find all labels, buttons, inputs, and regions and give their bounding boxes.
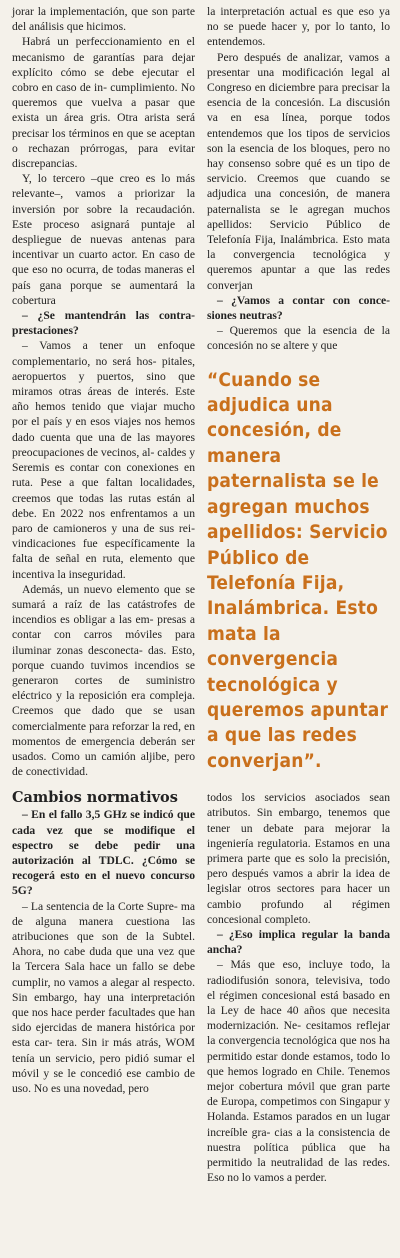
paragraph: – Más que eso, incluye todo, la radiodifusión sonora, televisiva, todo el régimen concesional está basado en la Ley de hace 40 años que necesita modernización. Ne- cesitamos reflejar la convergencia tecnológica que nos ha permitido estar donde estamos, todo lo que hemos logrado en Chile. Tenemos mejor cobertura móvil que gran parte de Europa, competimos con Singapur y Holanda. Estamos parados en un lugar increíble gra- cias a la consistencia de nuestra política pública que ha permitido la neutralidad de las redes. Eso no lo vamos a perder. — [207, 958, 390, 1185]
section-heading: Cambios normativos — [12, 789, 178, 807]
pull-quote: “Cuando se adjudica una concesión, de manera paternalista se le agregan muchos apellidos: Servicio Público de Telefonía Fija, Inalámbrica. Esto mata la convergencia tecnológica y queremos apuntar a que las redes converjan”. — [207, 368, 389, 772]
left-column — [12, 4, 195, 1096]
paragraph: – La sentencia de la Corte Supre- ma de alguna manera cuestiona las atribuciones que son de la Subtel. Ahora, no cabe duda que una vez que la Tercera Sala hace un fallo se debe cumplir, no vamos a alegar al respecto. Sin embargo, hay una interpretación que nos hace perder facultades que han sido ejercidas de manera histórica por esta car- tera. Sin ir más atrás, WOM tenía un servicio, pero pidió sumar el móvil y se le concedió ese cambio de uso. No es una novedad, pero — [12, 899, 195, 1096]
paragraph: jorar la implementación, que son parte del análisis que hicimos. — [12, 5, 195, 34]
paragraph: Habrá un perfeccionamiento en el mecanismo de garantías para dejar explícito cómo se debe ejecutar el cobro en caso de in- cumplimiento. No queremos que vuelva a pasar que exista un área gris. Otra arista será precisar los términos en que se aceptan o rechazan prórrogas, para evitar discrepancias. — [12, 35, 195, 171]
paragraph: – Vamos a tener un enfoque complementario, no será hos- pitales, aeropuertos y puertos, sino que miramos otras áreas de interés. Este año hemos tenido que viajar mucho por el país y en esos viajes nos hemos dado cuenta que una de las mayores preocupaciones de vecinos, al- caldes y Seremis es contar con conexiones en ruta. Pese a que faltan localidades, creemos que todas las rutas están al debe. En 2022 nos enfrentamos a un paro de camioneros y una de sus rei- vindicaciones fue específicamente la falta de señal en ruta, elemento que incentiva la inseguridad. — [12, 339, 195, 581]
paragraph: todos los servicios asociados sean atributos. Sin embargo, tenemos que tener un debate para mejorar la ingeniería regulatoria. Estamos en una primera parte que es solo la precisión, pero después vamos a abrir la idea de legislar otros sectores para hacer un cambio profundo al régimen concesional completo. — [207, 791, 390, 926]
paragraph: Además, un nuevo elemento que se sumará a raíz de las catástrofes de incendios es obligar a las em- presas a contar con carros móviles para iluminar zonas desconecta- das. Esto, porque cuando tuvimos incendios se generaron cortes de suministro eléctrico y la reposición era compleja. Creemos que dado que se usan comercialmente para reforzar la red, en momentos de emergencia deberán ser usados. Como un camión aljibe, pero de conectividad. — [12, 582, 195, 779]
interview-question: – En el fallo 3,5 GHz se indicó que cada vez que se modifique el espectro se debe pedir una autorización al TDLC. ¿Cómo se recogerá esto en el nuevo concurso 5G? — [12, 808, 195, 898]
paragraph: la interpretación actual es que eso ya no se puede hacer y, por lo tanto, lo entendemos. — [207, 5, 390, 49]
right-column — [207, 4, 390, 1185]
paragraph: Pero después de analizar, vamos a presentar una modificación legal al Congreso en diciembre para precisar la esencia de la concesión. La discusión va en esa línea, porque todos entendemos que los tipos de servicios son la esencia de los bloques, pero no hay consenso sobre qué es un tipo de servicio. Creemos que cuando se adjudica una concesión, de manera paternalista se le agregan muchos apellidos: Servicio Público de Telefonía Fija, Inalámbrica. Esto mata la convergencia tecnológica y queremos apuntar a que las redes converjan — [207, 50, 390, 292]
interview-question: – ¿Eso implica regular la banda ancha? — [207, 928, 390, 957]
interview-question: – ¿Vamos a contar con conce- siones neutras? — [207, 293, 390, 323]
interview-question: – ¿Se mantendrán las contra- prestaciones? — [12, 309, 195, 338]
paragraph: Y, lo tercero –que creo es lo más relevante–, vamos a priorizar la inversión por sobre la recaudación. Este proceso asignará puntaje al despliegue de nuevas antenas para incentivar un cuarto actor. En caso de que eso no ocurra, de todas maneras el país gana porque se aumentará la cobertura — [12, 172, 195, 307]
paragraph: – Queremos que la esencia de la concesión no se altere y que — [207, 324, 390, 353]
